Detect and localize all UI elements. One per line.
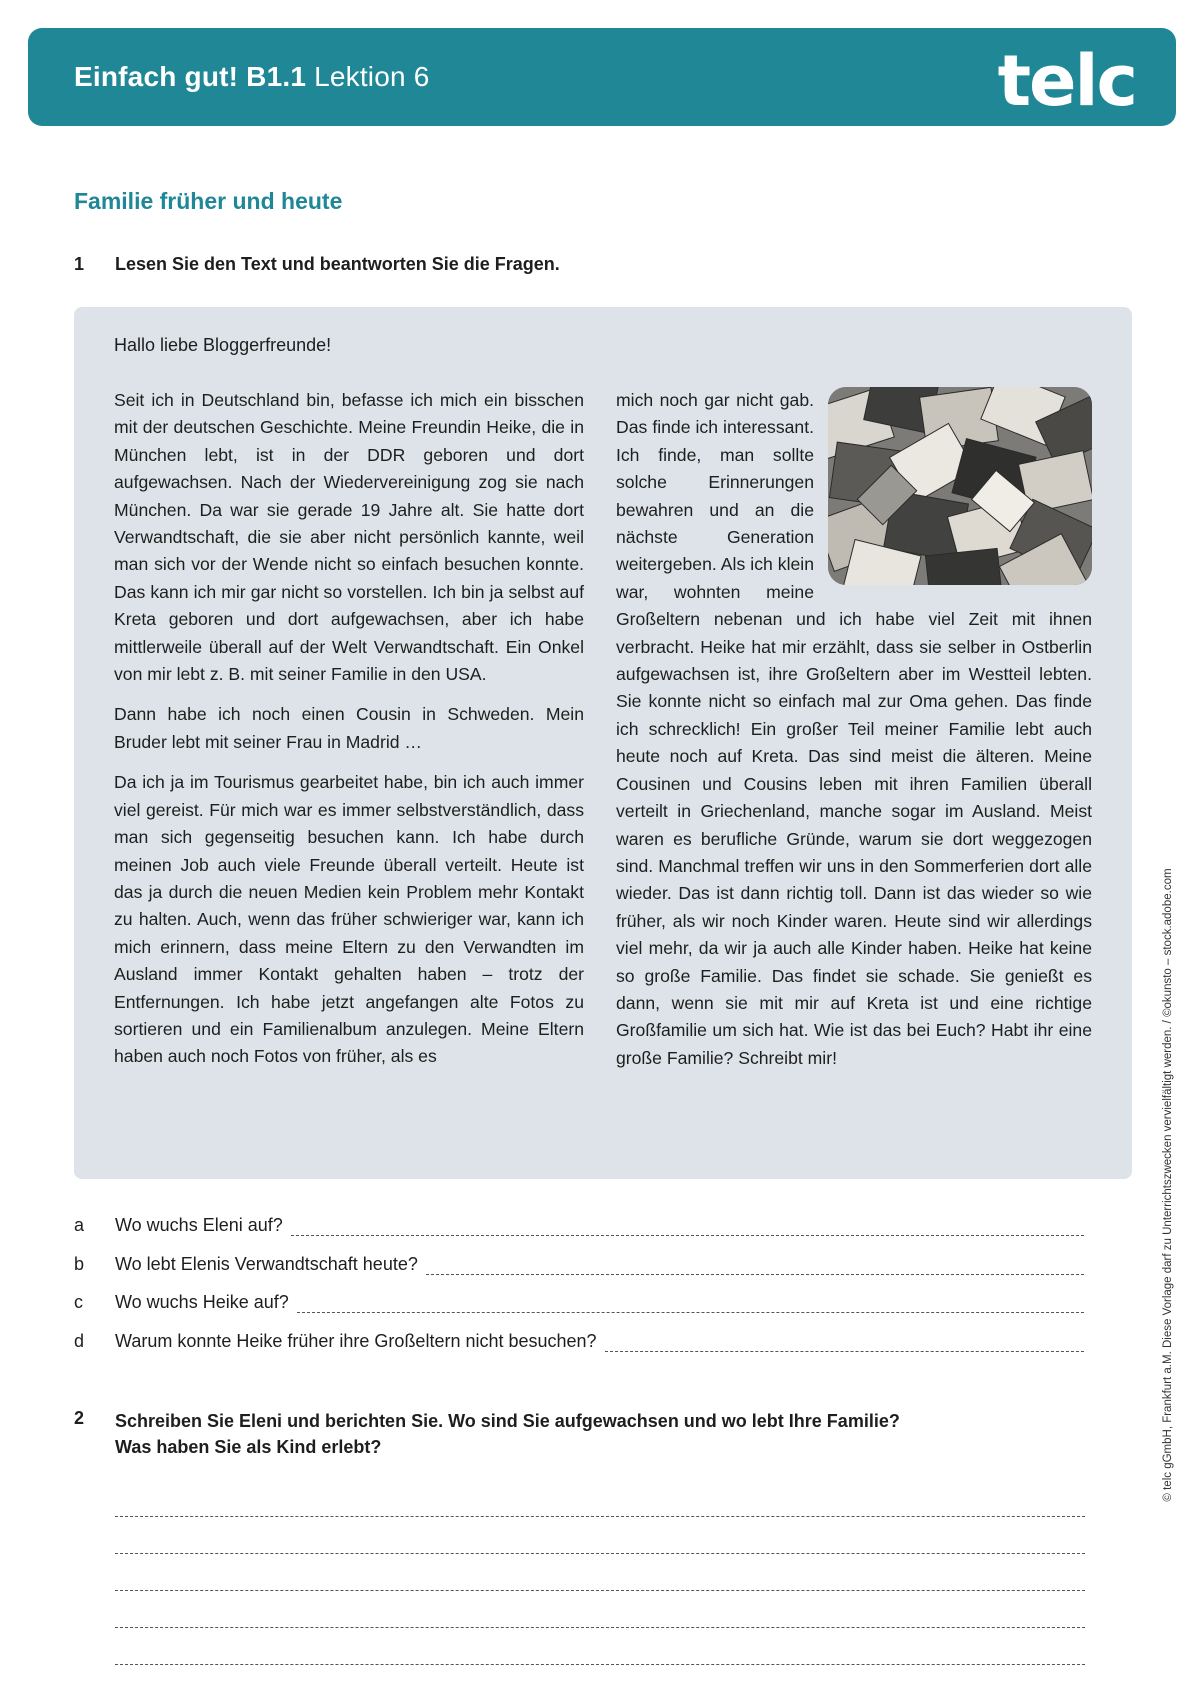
question-letter: d xyxy=(74,1330,85,1351)
writing-line[interactable] xyxy=(115,1517,1085,1554)
writing-area xyxy=(115,1480,1085,1665)
question-text: Wo wuchs Heike auf? xyxy=(115,1292,289,1312)
question-text: Wo wuchs Eleni auf? xyxy=(115,1215,283,1235)
question-c xyxy=(74,1292,1084,1331)
question-text: Wo lebt Elenis Verwandtschaft heute? xyxy=(115,1253,418,1274)
page-title: Familie früher und heute xyxy=(74,188,343,214)
blog-paragraph: Dann habe ich noch einen Cousin in Schweden. Mein Bruder lebt mit seiner Frau in Madrid … xyxy=(114,704,584,752)
answer-line-d[interactable] xyxy=(605,1331,1084,1352)
question-letter: b xyxy=(74,1253,85,1274)
blog-right-column xyxy=(616,387,1092,1072)
task-1-instruction: Lesen Sie den Text und beantworten Sie die Fragen. xyxy=(115,254,560,274)
writing-line[interactable] xyxy=(115,1628,1085,1665)
answer-line-a[interactable] xyxy=(291,1215,1084,1236)
question-list xyxy=(74,1215,1084,1369)
blog-right-text: mich noch gar nicht gab. Das finde ich interessant. Ich finde, man sollte solche Erinnerungen bewahren und an die nächste Generation weitergeben. Als ich klein war, wohnten meine Großeltern nebenan und ich habe viel Zeit mit ihnen verbracht. Heike hat mir erzählt, dass sie selber in Ostberlin aufgewachsen ist, ihre Großeltern aber im Westteil lebten. Sie konnte nicht so einfach mal zur Oma gehen. Das finde ich schrecklich! Ein großer Teil meiner Familie lebt auch heute noch auf Kreta. Das sind meist die älteren. Meine Cousinen und Cousins leben mit ihren Familien überall verteilt in Griechenland, manche sogar im Ausland. Meist waren es berufliche Gründe, warum sie dort weggezogen sind. Manchmal treffen wir uns in den Sommerferien dort alle wieder. Das ist dann richtig toll. Dann ist das wieder so wie früher, als wir noch Kinder waren. Heute sind wir allerdings viel mehr, da wir ja auch alle Kinder haben. Heike hat keine so große Familie. Das findet sie schade. Sie genießt es dann, wenn sie mit mir auf Kreta ist und eine richtige Großfamilie um sich hat. Wie ist das bei Euch? Habt ihr eine große Familie? Schreibt mir! xyxy=(616,390,1092,1068)
question-b xyxy=(74,1254,1084,1293)
task-2-number: 2 xyxy=(74,1408,85,1428)
writing-line[interactable] xyxy=(115,1591,1085,1628)
answer-line-b[interactable] xyxy=(426,1254,1084,1275)
writing-line[interactable] xyxy=(115,1480,1085,1517)
task-1-number: 1 xyxy=(74,254,85,274)
answer-line-c[interactable] xyxy=(297,1292,1084,1313)
blog-post-box xyxy=(74,307,1132,1179)
question-letter: c xyxy=(74,1292,83,1312)
header-title: Einfach gut! B1.1 Lektion 6 xyxy=(74,61,430,92)
writing-line[interactable] xyxy=(115,1554,1085,1591)
question-a xyxy=(74,1215,1084,1254)
blog-paragraph: Da ich ja im Tourismus gearbeitet habe, bin ich auch immer viel gereist. Für mich war es immer selbstverständlich, dass man sich gegenseitig besuchen kann. Ich habe durch meinen Job auch viele Freunde überall verteilt. Heute ist das ja durch die neuen Medien kein Problem mehr Kontakt zu halten. Auch, wenn das früher schwieriger war, kann ich mich erinnern, dass meine Eltern zu den Verwandten im Ausland immer Kontakt gehalten haben – trotz der Entfernungen. Ich habe jetzt angefangen alte Fotos zu sortieren und ein Familienalbum anzulegen. Meine Eltern haben auch noch Fotos von früher, als es xyxy=(114,772,584,1067)
question-text: Warum konnte Heike früher ihre Großeltern nicht besuchen? xyxy=(115,1330,597,1351)
telc-logo: telc xyxy=(997,40,1136,122)
old-photos-image xyxy=(828,387,1092,585)
question-d xyxy=(74,1331,1084,1370)
question-letter: a xyxy=(74,1215,85,1235)
blog-paragraph: Seit ich in Deutschland bin, befasse ich mich ein bisschen mit der deutschen Geschichte. Meine Freundin Heike, die in München lebt, ist in der DDR geboren und dort aufgewachsen. Nach der Wiedervereinigung zog sie nach München. Da war sie gerade 19 Jahre alt. Sie hatte dort Verwandtschaft, die sie aber nicht persönlich kannte, weil man sich vor der Wende nicht so einfach besuchen konnte. Das kann ich mir gar nicht so vorstellen. Ich bin ja selbst auf Kreta geboren und dort aufgewachsen, aber ich habe mittlerweile überall auf der Welt Verwandtschaft. Ein Onkel von mir lebt z. B. mit seiner Familie in den USA. xyxy=(114,390,584,685)
task-2-instruction: Schreiben Sie Eleni und berichten Sie. Wo sind Sie aufgewachsen und wo lebt Ihre Familie? Was haben Sie als Kind erlebt? xyxy=(115,1411,900,1457)
blog-left-column xyxy=(114,387,584,1084)
header-banner xyxy=(28,28,1176,126)
blog-greeting: Hallo liebe Bloggerfreunde! xyxy=(114,335,332,355)
